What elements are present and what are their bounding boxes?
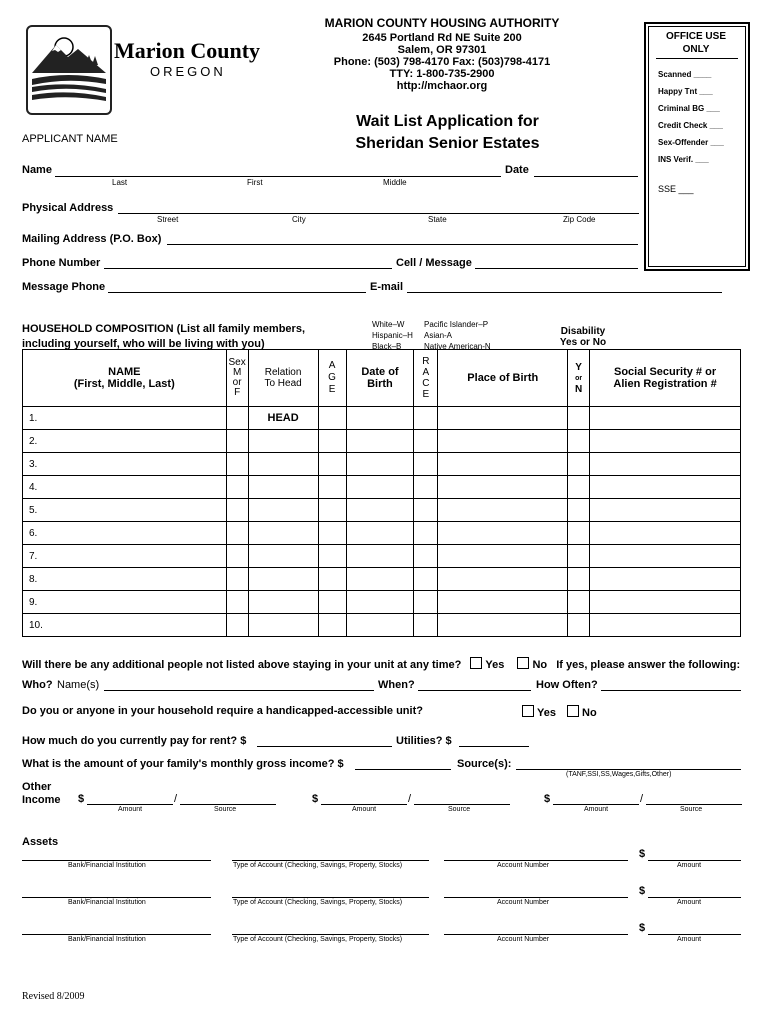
asset-caption: Bank/Financial Institution xyxy=(68,899,146,906)
row-number: 5. xyxy=(29,504,38,516)
account-number-field[interactable] xyxy=(444,860,628,861)
table-cell[interactable] xyxy=(248,522,318,545)
utilities-label: Utilities? $ xyxy=(396,735,452,747)
table-cell[interactable] xyxy=(248,568,318,591)
table-cell[interactable] xyxy=(226,614,248,637)
office-use-box xyxy=(644,22,750,271)
table-cell[interactable] xyxy=(438,522,568,545)
office-item: Criminal BG ___ xyxy=(658,104,720,113)
race-key-item: White–W xyxy=(372,320,405,329)
col-name-sub: (First, Middle, Last) xyxy=(73,378,175,390)
separator-slash: / xyxy=(640,793,644,805)
table-row xyxy=(23,453,741,476)
table-row xyxy=(23,430,741,453)
table-cell[interactable] xyxy=(226,591,248,614)
table-row xyxy=(23,522,741,545)
amount-caption: Amount xyxy=(118,806,143,813)
race-key-item: Asian-A xyxy=(424,331,453,340)
asset-amount-field[interactable] xyxy=(648,860,741,861)
account-number-field[interactable] xyxy=(444,897,628,898)
phone-label: Phone Number xyxy=(22,257,101,269)
q-additional xyxy=(22,657,740,671)
account-type-field[interactable] xyxy=(232,860,429,861)
amount-caption: Amount xyxy=(352,806,377,813)
account-type-field[interactable] xyxy=(232,934,429,935)
office-item: INS Verif. ___ xyxy=(658,155,709,164)
other-income-source-field[interactable] xyxy=(414,804,510,805)
race-key-item: Pacific Islander–P xyxy=(424,320,489,329)
col-relation xyxy=(248,350,318,407)
name-field[interactable] xyxy=(55,176,501,177)
asset-caption: Amount xyxy=(677,936,702,943)
table-cell[interactable] xyxy=(590,545,741,568)
additional-yes-checkbox[interactable] xyxy=(470,657,482,669)
table-cell[interactable] xyxy=(414,476,438,499)
when-field[interactable] xyxy=(418,690,531,691)
row-number: 2. xyxy=(29,435,38,447)
handicap-options xyxy=(522,705,597,719)
table-cell[interactable] xyxy=(590,476,741,499)
race-key xyxy=(372,319,413,352)
table-cell[interactable] xyxy=(226,545,248,568)
sub-city: City xyxy=(292,215,306,224)
race-key-2 xyxy=(424,319,491,352)
table-cell[interactable] xyxy=(568,407,590,430)
table-cell[interactable] xyxy=(318,614,346,637)
bank-field[interactable] xyxy=(22,934,211,935)
table-cell[interactable] xyxy=(346,453,414,476)
table-cell[interactable] xyxy=(248,545,318,568)
table-cell[interactable] xyxy=(590,568,741,591)
handicap-yes-checkbox[interactable] xyxy=(522,705,534,717)
table-cell[interactable] xyxy=(226,499,248,522)
table-cell[interactable] xyxy=(226,476,248,499)
row-number-cell[interactable] xyxy=(23,614,227,637)
office-item: Scanned ____ xyxy=(658,70,712,79)
dollar-sign: $ xyxy=(639,848,646,860)
col-ssn-l: Alien Registration # xyxy=(613,378,717,390)
row-number-cell[interactable] xyxy=(23,476,227,499)
row-number: 7. xyxy=(29,550,38,562)
row-number-cell[interactable] xyxy=(23,591,227,614)
col-age-l: E xyxy=(328,384,336,395)
name-label: Name xyxy=(22,164,52,176)
asset-caption: Type of Account (Checking, Savings, Property, Stocks) xyxy=(233,862,403,869)
table-cell[interactable] xyxy=(590,591,741,614)
email-label: E-mail xyxy=(370,281,404,293)
table-row xyxy=(23,591,741,614)
col-sex-l: F xyxy=(234,387,241,398)
table-cell[interactable] xyxy=(438,476,568,499)
other-income-amount-field[interactable] xyxy=(553,804,639,805)
row-number: 6. xyxy=(29,527,38,539)
asset-caption: Bank/Financial Institution xyxy=(68,862,146,869)
dollar-sign: $ xyxy=(639,885,646,897)
other-income-amount-field[interactable] xyxy=(87,804,173,805)
col-dob-l: Birth xyxy=(367,378,393,390)
msgphone-field[interactable] xyxy=(108,292,366,293)
row-number-cell[interactable] xyxy=(23,545,227,568)
table-cell[interactable] xyxy=(438,499,568,522)
col-dob-l: Date of xyxy=(361,366,399,378)
col-relation-l: Relation xyxy=(264,367,302,378)
col-race-l: E xyxy=(422,389,430,400)
office-item: Sex-Offender ___ xyxy=(658,138,724,147)
mailing-label: Mailing Address (P.O. Box) xyxy=(22,233,162,245)
table-cell[interactable] xyxy=(318,545,346,568)
household-heading-2: including yourself, who will be living with you) xyxy=(22,338,265,350)
table-cell[interactable] xyxy=(414,545,438,568)
table-cell[interactable] xyxy=(318,499,346,522)
race-key-item: Native American-N xyxy=(424,342,491,351)
bank-field[interactable] xyxy=(22,860,211,861)
form-title xyxy=(310,111,585,155)
table-row xyxy=(23,476,741,499)
row-number-cell[interactable] xyxy=(23,568,227,591)
table-cell[interactable] xyxy=(568,522,590,545)
sub-street: Street xyxy=(157,215,179,224)
title-line2: Sheridan Senior Estates xyxy=(355,135,540,152)
rent-label: How much do you currently pay for rent? $ xyxy=(22,735,247,747)
account-number-field[interactable] xyxy=(444,934,628,935)
table-cell[interactable] xyxy=(248,614,318,637)
col-sex xyxy=(226,350,248,407)
household-table xyxy=(22,349,741,637)
table-cell[interactable] xyxy=(346,591,414,614)
col-age-l: G xyxy=(328,372,336,383)
row-number-cell[interactable] xyxy=(23,407,227,430)
q-handicap: Do you or anyone in your household require a handicapped-accessible unit? xyxy=(22,705,423,717)
disability-label: Disability xyxy=(560,326,606,337)
often-field[interactable] xyxy=(601,690,741,691)
row-number: 1. xyxy=(29,412,38,424)
relation-cell[interactable]: HEAD xyxy=(248,407,318,430)
when-label: When? xyxy=(378,679,415,691)
additional-no-label: No xyxy=(532,659,548,671)
col-ssn xyxy=(590,350,741,407)
table-cell[interactable] xyxy=(414,407,438,430)
separator-slash: / xyxy=(408,793,412,805)
table-cell[interactable] xyxy=(590,614,741,637)
col-race-l: A xyxy=(422,367,430,378)
disability-heading xyxy=(552,326,614,348)
logo-subtext: OREGON xyxy=(150,64,226,79)
office-sse: SSE ___ xyxy=(658,184,694,194)
other-income-source-field[interactable] xyxy=(646,804,742,805)
col-age xyxy=(318,350,346,407)
row-number: 4. xyxy=(29,481,38,493)
other-income-amount-field[interactable] xyxy=(321,804,407,805)
handicap-yes-label: Yes xyxy=(537,707,556,719)
who-label: Who? xyxy=(22,679,53,691)
col-ssn-l: Social Security # or xyxy=(614,366,717,378)
msgphone-label: Message Phone xyxy=(22,281,106,293)
other-income-source-field[interactable] xyxy=(180,804,276,805)
table-cell[interactable] xyxy=(590,522,741,545)
household-heading-1: HOUSEHOLD COMPOSITION (List all family members, xyxy=(22,323,305,335)
account-type-field[interactable] xyxy=(232,897,429,898)
phone-field[interactable] xyxy=(104,268,392,269)
table-cell[interactable] xyxy=(590,453,741,476)
table-row xyxy=(23,407,741,430)
rent-field[interactable] xyxy=(257,746,392,747)
table-cell[interactable] xyxy=(414,499,438,522)
table-cell[interactable] xyxy=(346,499,414,522)
table-row xyxy=(23,545,741,568)
office-use-title: OFFICE USE ONLY xyxy=(665,31,726,55)
table-cell[interactable] xyxy=(568,545,590,568)
table-cell[interactable] xyxy=(226,430,248,453)
amount-caption: Amount xyxy=(584,806,609,813)
additional-tail: If yes, please answer the following: xyxy=(556,659,741,671)
office-item: Credit Check ___ xyxy=(658,121,723,130)
table-cell[interactable] xyxy=(318,522,346,545)
col-race-l: C xyxy=(422,378,430,389)
row-number-cell[interactable] xyxy=(23,453,227,476)
other-income-l2: Income xyxy=(22,794,61,806)
col-yn-l: N xyxy=(575,383,583,395)
other-income-l1: Other xyxy=(22,781,52,793)
logo-text: Marion County xyxy=(114,38,261,63)
cell-field[interactable] xyxy=(475,268,638,269)
org-tty: TTY: 1-800-735-2900 xyxy=(389,68,495,80)
table-cell[interactable] xyxy=(590,407,741,430)
table-cell[interactable] xyxy=(414,453,438,476)
table-cell[interactable] xyxy=(414,568,438,591)
table-cell[interactable] xyxy=(226,453,248,476)
dollar-sign: $ xyxy=(544,793,551,805)
table-cell[interactable] xyxy=(414,430,438,453)
col-age-l: A xyxy=(328,360,336,371)
table-cell[interactable] xyxy=(438,407,568,430)
sub-middle: Middle xyxy=(383,178,407,187)
row-number: 3. xyxy=(29,458,38,470)
sources-label: Source(s): xyxy=(457,758,512,770)
table-cell[interactable] xyxy=(318,407,346,430)
table-cell[interactable] xyxy=(248,476,318,499)
table-cell[interactable] xyxy=(414,591,438,614)
other-income-label xyxy=(22,781,61,807)
table-cell[interactable] xyxy=(226,407,248,430)
often-label: How Often? xyxy=(536,679,598,691)
col-sex-l: M xyxy=(232,367,242,378)
table-cell[interactable] xyxy=(318,476,346,499)
separator-slash: / xyxy=(174,793,178,805)
sub-zip: Zip Code xyxy=(563,215,596,224)
office-use-list xyxy=(658,66,724,168)
asset-caption: Account Number xyxy=(497,936,550,943)
table-cell[interactable] xyxy=(568,430,590,453)
col-yn-l: or xyxy=(575,374,583,382)
date-label: Date xyxy=(505,164,529,176)
table-cell[interactable] xyxy=(568,453,590,476)
table-cell[interactable] xyxy=(568,499,590,522)
table-cell[interactable] xyxy=(438,568,568,591)
col-sex-l: Sex xyxy=(228,357,246,368)
email-field[interactable] xyxy=(407,292,722,293)
row-number-cell[interactable] xyxy=(23,499,227,522)
table-cell[interactable] xyxy=(346,407,414,430)
dollar-sign: $ xyxy=(78,793,85,805)
utilities-field[interactable] xyxy=(459,746,529,747)
table-cell[interactable] xyxy=(568,614,590,637)
names-field[interactable] xyxy=(104,690,374,691)
physical-field[interactable] xyxy=(118,213,639,214)
date-field[interactable] xyxy=(534,176,638,177)
table-row xyxy=(23,614,741,637)
col-name-label: NAME xyxy=(108,366,141,378)
table-cell[interactable] xyxy=(346,614,414,637)
title-line1: Wait List Application for xyxy=(356,113,539,130)
table-cell[interactable] xyxy=(226,568,248,591)
sub-last: Last xyxy=(112,178,128,187)
col-race-l: R xyxy=(422,356,430,367)
county-logo xyxy=(26,25,112,115)
table-cell[interactable] xyxy=(568,568,590,591)
asset-amount-field[interactable] xyxy=(648,934,741,935)
source-caption: Source xyxy=(214,806,237,813)
table-cell[interactable] xyxy=(248,499,318,522)
table-cell[interactable] xyxy=(346,568,414,591)
asset-caption: Type of Account (Checking, Savings, Property, Stocks) xyxy=(233,899,403,906)
table-cell[interactable] xyxy=(346,545,414,568)
cell-label: Cell / Message xyxy=(396,257,472,269)
table-cell[interactable] xyxy=(438,545,568,568)
table-cell[interactable] xyxy=(318,430,346,453)
col-yn xyxy=(568,350,590,407)
col-pob: Place of Birth xyxy=(438,350,568,407)
race-key-item: Hispanic–H xyxy=(372,331,413,340)
table-cell[interactable] xyxy=(318,591,346,614)
table-cell[interactable] xyxy=(438,614,568,637)
q-additional-text: Will there be any additional people not listed above staying in your unit at any time? xyxy=(22,659,462,671)
income-field[interactable] xyxy=(355,769,451,770)
table-cell[interactable] xyxy=(414,614,438,637)
additional-yes-label: Yes xyxy=(485,659,505,671)
asset-caption: Bank/Financial Institution xyxy=(68,936,146,943)
disability-sub: Yes or No xyxy=(559,337,607,348)
table-cell[interactable] xyxy=(248,591,318,614)
table-row xyxy=(23,499,741,522)
asset-caption: Amount xyxy=(677,862,702,869)
sources-field[interactable] xyxy=(516,769,741,770)
sub-state: State xyxy=(428,215,447,224)
household-heading xyxy=(22,322,305,352)
sub-first: First xyxy=(247,178,263,187)
table-cell[interactable] xyxy=(318,453,346,476)
asset-caption: Account Number xyxy=(497,899,550,906)
table-cell[interactable] xyxy=(346,476,414,499)
physical-label: Physical Address xyxy=(22,202,114,214)
dollar-sign: $ xyxy=(312,793,319,805)
col-sex-l: or xyxy=(232,377,242,388)
table-cell[interactable] xyxy=(590,499,741,522)
applicant-heading: APPLICANT NAME xyxy=(22,133,118,145)
col-name xyxy=(23,350,227,407)
table-cell[interactable] xyxy=(346,522,414,545)
table-cell[interactable] xyxy=(414,522,438,545)
bank-field[interactable] xyxy=(22,897,211,898)
additional-no-checkbox[interactable] xyxy=(517,657,529,669)
race-key-item: Black–B xyxy=(372,342,402,351)
org-name: MARION COUNTY HOUSING AUTHORITY xyxy=(324,16,560,30)
source-caption: Source xyxy=(448,806,471,813)
table-row xyxy=(23,568,741,591)
source-caption: Source xyxy=(680,806,703,813)
col-race xyxy=(414,350,438,407)
table-cell[interactable] xyxy=(590,430,741,453)
asset-caption: Amount xyxy=(677,899,702,906)
table-header-row xyxy=(23,350,741,407)
org-address: 2645 Portland Rd NE Suite 200 xyxy=(362,32,522,44)
handicap-no-label: No xyxy=(582,707,597,719)
org-phone: Phone: (503) 798-4170 Fax: (503)798-4171 xyxy=(333,56,551,68)
table-cell[interactable] xyxy=(568,591,590,614)
table-cell[interactable] xyxy=(438,591,568,614)
table-cell[interactable] xyxy=(248,430,318,453)
col-dob xyxy=(346,350,414,407)
revised-note: Revised 8/2009 xyxy=(22,991,85,1002)
table-cell[interactable] xyxy=(318,568,346,591)
table-cell[interactable] xyxy=(568,476,590,499)
table-cell[interactable] xyxy=(346,430,414,453)
handicap-no-checkbox[interactable] xyxy=(567,705,579,717)
col-relation-l: To Head xyxy=(264,378,302,389)
mailing-field[interactable] xyxy=(167,244,638,245)
org-city: Salem, OR 97301 xyxy=(397,44,487,56)
asset-caption: Type of Account (Checking, Savings, Property, Stocks) xyxy=(233,936,403,943)
table-cell[interactable] xyxy=(438,430,568,453)
row-number: 9. xyxy=(29,596,38,608)
row-number-cell[interactable] xyxy=(23,522,227,545)
asset-amount-field[interactable] xyxy=(648,897,741,898)
table-cell[interactable] xyxy=(226,522,248,545)
mountain-logo-icon xyxy=(28,27,110,113)
org-url: http://mchaor.org xyxy=(396,80,488,92)
names-label: Name(s) xyxy=(57,679,100,691)
table-cell[interactable] xyxy=(438,453,568,476)
assets-heading: Assets xyxy=(22,836,59,848)
office-item: Happy Tnt ___ xyxy=(658,87,713,96)
sources-note: (TANF,SSI,SS,Wages,Gifts,Other) xyxy=(566,771,672,778)
dollar-sign: $ xyxy=(639,922,646,934)
row-number-cell[interactable] xyxy=(23,430,227,453)
income-label: What is the amount of your family's monthly gross income? $ xyxy=(22,758,344,770)
org-header xyxy=(290,16,594,92)
col-yn-l: Y xyxy=(575,361,582,373)
table-cell[interactable] xyxy=(248,453,318,476)
row-number: 10. xyxy=(29,619,43,631)
row-number: 8. xyxy=(29,573,38,585)
asset-caption: Account Number xyxy=(497,862,550,869)
